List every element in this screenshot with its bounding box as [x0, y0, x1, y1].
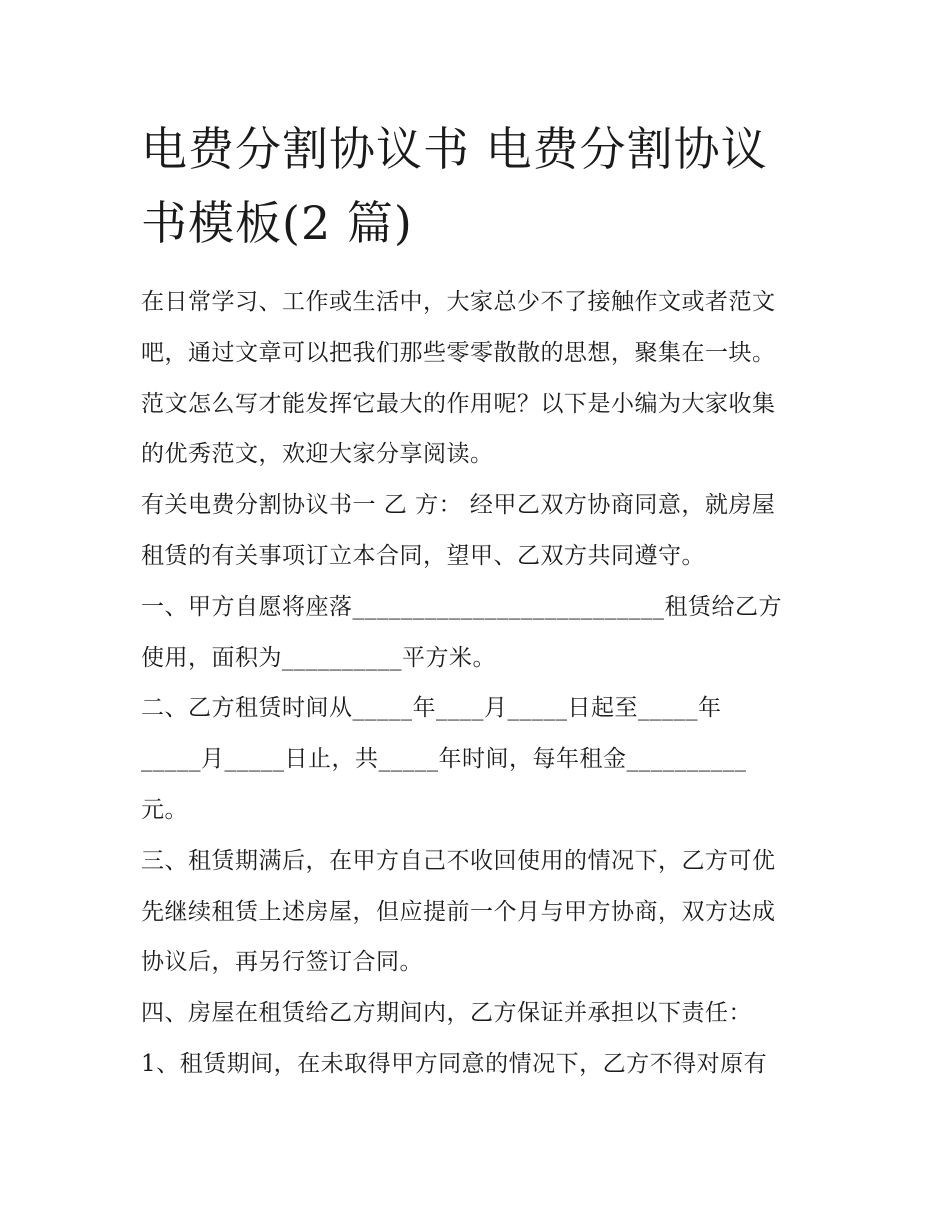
body-line: 元。: [141, 796, 188, 823]
body-line: 1、租赁期间，在未取得甲方同意的情况下，乙方不得对原有: [141, 1050, 768, 1077]
body-line: 有关电费分割协议书一 乙 方： 经甲乙双方协商同意，就房屋: [141, 492, 776, 519]
body-line: 吧，通过文章可以把我们那些零零散散的思想，聚集在一块。: [141, 339, 776, 366]
title-line-1: 电费分割协议书 电费分割协议: [141, 122, 768, 176]
title-line-2: 书模板(2 篇): [141, 196, 413, 250]
body-line: _____月_____日止，共_____年时间，每年租金__________: [141, 746, 747, 773]
body-line: 一、甲方自愿将座落__________________________租赁给乙方: [141, 593, 782, 620]
body-line: 租赁的有关事项订立本合同，望甲、乙双方共同遵守。: [141, 542, 705, 569]
body-line: 协议后，再另行签订合同。: [141, 949, 423, 976]
body-line: 使用，面积为__________平方米。: [141, 644, 496, 671]
body-line: 在日常学习、工作或生活中，大家总少不了接触作文或者范文: [141, 289, 776, 315]
document-body: [141, 277, 821, 1090]
body-line: 的优秀范文，欢迎大家分享阅读。: [141, 441, 494, 468]
body-line: 三、租赁期满后，在甲方自己不收回使用的情况下，乙方可优: [141, 847, 776, 874]
body-line: 先继续租赁上述房屋，但应提前一个月与甲方协商，双方达成: [141, 898, 776, 925]
document-title: [141, 112, 821, 260]
body-line: 四、房屋在租赁给乙方期间内，乙方保证并承担以下责任：: [141, 1000, 752, 1027]
body-line: 二、乙方租赁时间从_____年____月_____日起至_____年: [141, 695, 722, 722]
body-line: 范文怎么写才能发挥它最大的作用呢？以下是小编为大家收集: [141, 390, 776, 417]
